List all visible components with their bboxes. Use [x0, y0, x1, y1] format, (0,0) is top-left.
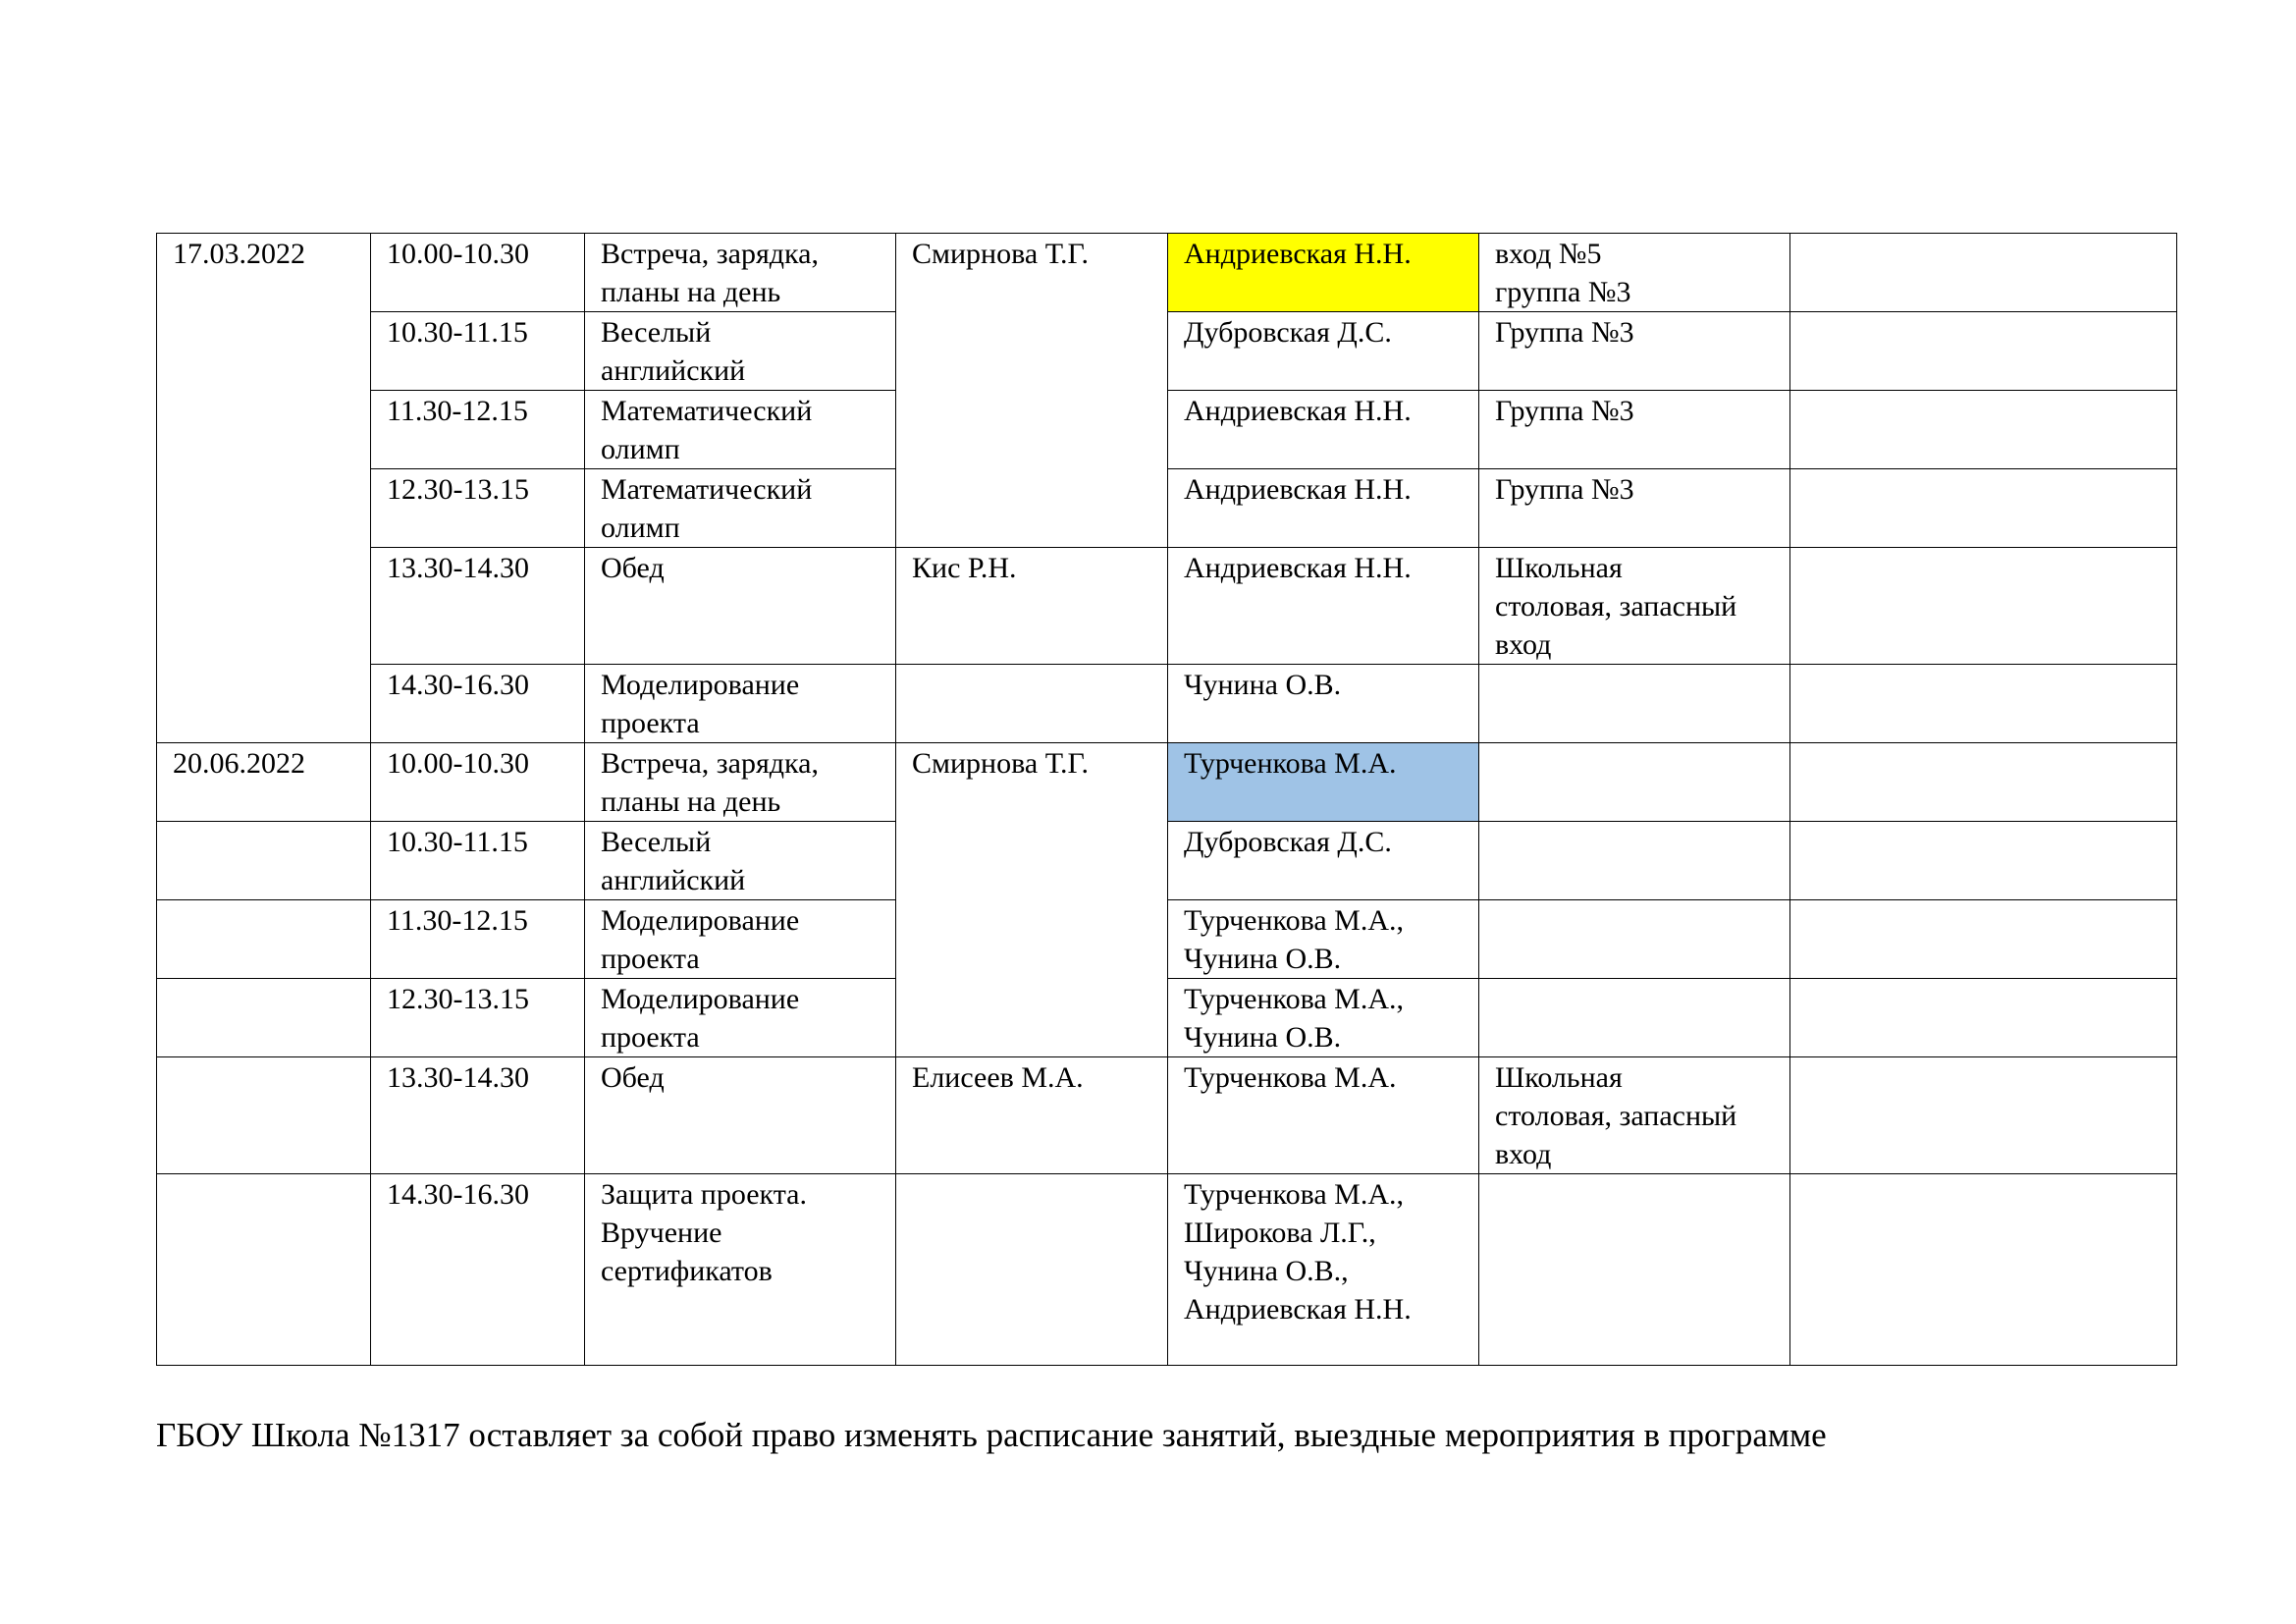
place-cell: Группа №3: [1479, 469, 1790, 548]
activity-cell: Встреча, зарядка, планы на день: [585, 234, 896, 312]
note-cell: [1790, 234, 2177, 312]
responsible-cell: [896, 1174, 1168, 1366]
teacher-cell: Турченкова М.А., Чунина О.В.: [1168, 979, 1479, 1057]
activity-cell: Веселый английский: [585, 822, 896, 900]
note-cell: [1790, 900, 2177, 979]
teacher-cell: Андриевская Н.Н.: [1168, 548, 1479, 665]
date-cell: [157, 979, 371, 1057]
date-cell: 17.03.2022: [157, 234, 371, 743]
time-cell: 12.30-13.15: [371, 469, 585, 548]
place-cell: вход №5 группа №3: [1479, 234, 1790, 312]
place-cell: [1479, 1174, 1790, 1366]
time-cell: 12.30-13.15: [371, 979, 585, 1057]
teacher-cell: Дубровская Д.С.: [1168, 312, 1479, 391]
table-row: [157, 665, 2177, 743]
activity-cell: Математический олимп: [585, 391, 896, 469]
place-cell: [1479, 665, 1790, 743]
teacher-cell: Чунина О.В.: [1168, 665, 1479, 743]
note-cell: [1790, 312, 2177, 391]
date-cell: 20.06.2022: [157, 743, 371, 822]
table-row: [157, 234, 2177, 312]
activity-cell: Моделирование проекта: [585, 979, 896, 1057]
note-cell: [1790, 391, 2177, 469]
footer-note: ГБОУ Школа №1317 оставляет за собой право изменять расписание занятий, выездные мероприятия в программе: [156, 1416, 1827, 1454]
time-cell: 11.30-12.15: [371, 900, 585, 979]
activity-cell: Веселый английский: [585, 312, 896, 391]
table-row: [157, 1057, 2177, 1174]
time-cell: 11.30-12.15: [371, 391, 585, 469]
teacher-cell: Андриевская Н.Н.: [1168, 234, 1479, 312]
time-cell: 10.00-10.30: [371, 743, 585, 822]
note-cell: [1790, 1057, 2177, 1174]
schedule-table: [156, 233, 2177, 1366]
note-cell: [1790, 548, 2177, 665]
teacher-cell: Андриевская Н.Н.: [1168, 391, 1479, 469]
responsible-cell: Кис Р.Н.: [896, 548, 1168, 665]
responsible-cell: Смирнова Т.Г.: [896, 743, 1168, 1057]
activity-cell: Моделирование проекта: [585, 900, 896, 979]
place-cell: [1479, 979, 1790, 1057]
time-cell: 10.30-11.15: [371, 822, 585, 900]
activity-cell: Встреча, зарядка, планы на день: [585, 743, 896, 822]
note-cell: [1790, 743, 2177, 822]
time-cell: 13.30-14.30: [371, 548, 585, 665]
date-cell: [157, 900, 371, 979]
place-cell: Группа №3: [1479, 391, 1790, 469]
teacher-cell: Дубровская Д.С.: [1168, 822, 1479, 900]
note-cell: [1790, 979, 2177, 1057]
time-cell: 14.30-16.30: [371, 665, 585, 743]
activity-cell: Обед: [585, 548, 896, 665]
activity-cell: Защита проекта. Вручение сертификатов: [585, 1174, 896, 1366]
note-cell: [1790, 665, 2177, 743]
teacher-cell: Турченкова М.А.: [1168, 1057, 1479, 1174]
note-cell: [1790, 469, 2177, 548]
place-cell: Школьная столовая, запасный вход: [1479, 548, 1790, 665]
place-cell: Группа №3: [1479, 312, 1790, 391]
date-cell: [157, 1174, 371, 1366]
table-row: [157, 548, 2177, 665]
teacher-cell: Турченкова М.А.: [1168, 743, 1479, 822]
responsible-cell: Смирнова Т.Г.: [896, 234, 1168, 548]
note-cell: [1790, 822, 2177, 900]
time-cell: 14.30-16.30: [371, 1174, 585, 1366]
date-cell: [157, 1057, 371, 1174]
teacher-cell: Турченкова М.А., Чунина О.В.: [1168, 900, 1479, 979]
responsible-cell: [896, 665, 1168, 743]
place-cell: [1479, 743, 1790, 822]
table-row: [157, 1174, 2177, 1366]
time-cell: 13.30-14.30: [371, 1057, 585, 1174]
place-cell: Школьная столовая, запасный вход: [1479, 1057, 1790, 1174]
time-cell: 10.00-10.30: [371, 234, 585, 312]
table-row: [157, 743, 2177, 822]
activity-cell: Математический олимп: [585, 469, 896, 548]
activity-cell: Моделирование проекта: [585, 665, 896, 743]
date-cell: [157, 822, 371, 900]
teacher-cell: Турченкова М.А., Широкова Л.Г., Чунина О.В., Андриевская Н.Н.: [1168, 1174, 1479, 1366]
time-cell: 10.30-11.15: [371, 312, 585, 391]
place-cell: [1479, 822, 1790, 900]
place-cell: [1479, 900, 1790, 979]
activity-cell: Обед: [585, 1057, 896, 1174]
teacher-cell: Андриевская Н.Н.: [1168, 469, 1479, 548]
responsible-cell: Елисеев М.А.: [896, 1057, 1168, 1174]
note-cell: [1790, 1174, 2177, 1366]
